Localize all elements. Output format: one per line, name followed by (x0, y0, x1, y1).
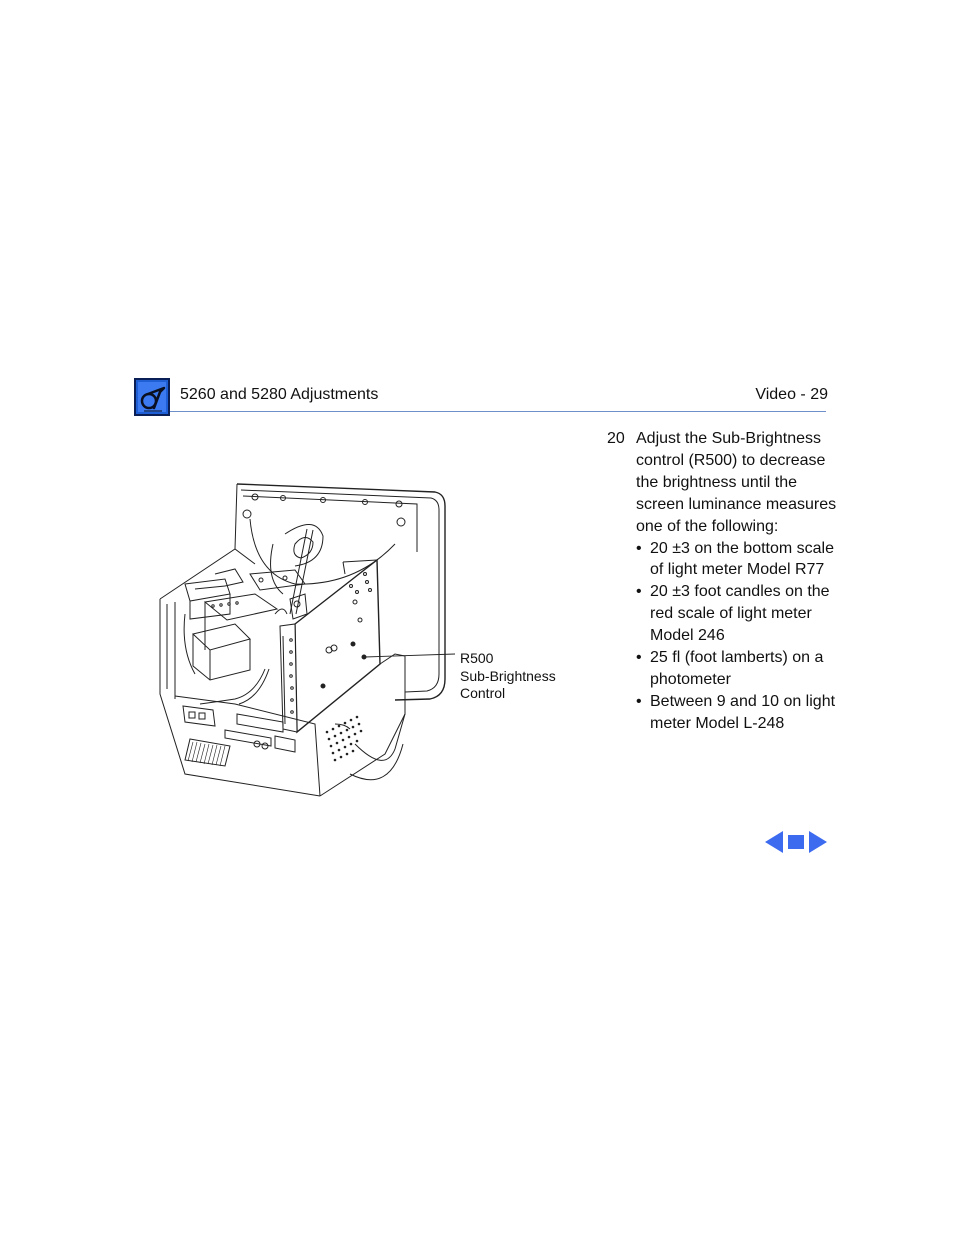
step-text: Adjust the Sub-Brightness control (R500) to decrease the brightness until the screen luminance measures one of the following: (636, 430, 837, 535)
next-arrow-icon[interactable] (808, 830, 828, 854)
page-reference: Video - 29 (755, 386, 828, 403)
callout-line-1: R500 (460, 650, 494, 666)
r500-callout-label (460, 650, 556, 703)
list-item: • Between 9 and 10 on light meter Model L-248 (636, 692, 836, 732)
measurement-options-list (636, 538, 837, 735)
list-item: • 25 fl (foot lamberts) on a photometer (636, 649, 824, 688)
callout-line-2: Sub-Brightness (460, 667, 556, 684)
apple-service-logo-icon (134, 378, 170, 416)
monitor-chassis-illustration (155, 474, 455, 799)
document-title: 5260 and 5280 Adjustments (180, 386, 379, 403)
list-item: • 20 ±3 on the bottom scale of light meter Model R77 (636, 539, 835, 579)
callout-line-3: Control (460, 685, 506, 701)
step-20 (607, 428, 837, 735)
header-divider (170, 411, 826, 412)
step-number: 20 (607, 430, 625, 447)
previous-arrow-icon[interactable] (764, 830, 784, 854)
list-item: • 20 ±3 foot candles on the red scale of light meter Model 246 (636, 583, 830, 645)
page-navigation (764, 830, 828, 854)
adjustment-instructions (607, 428, 837, 735)
page-header (134, 378, 828, 414)
stop-square-icon[interactable] (787, 830, 805, 854)
